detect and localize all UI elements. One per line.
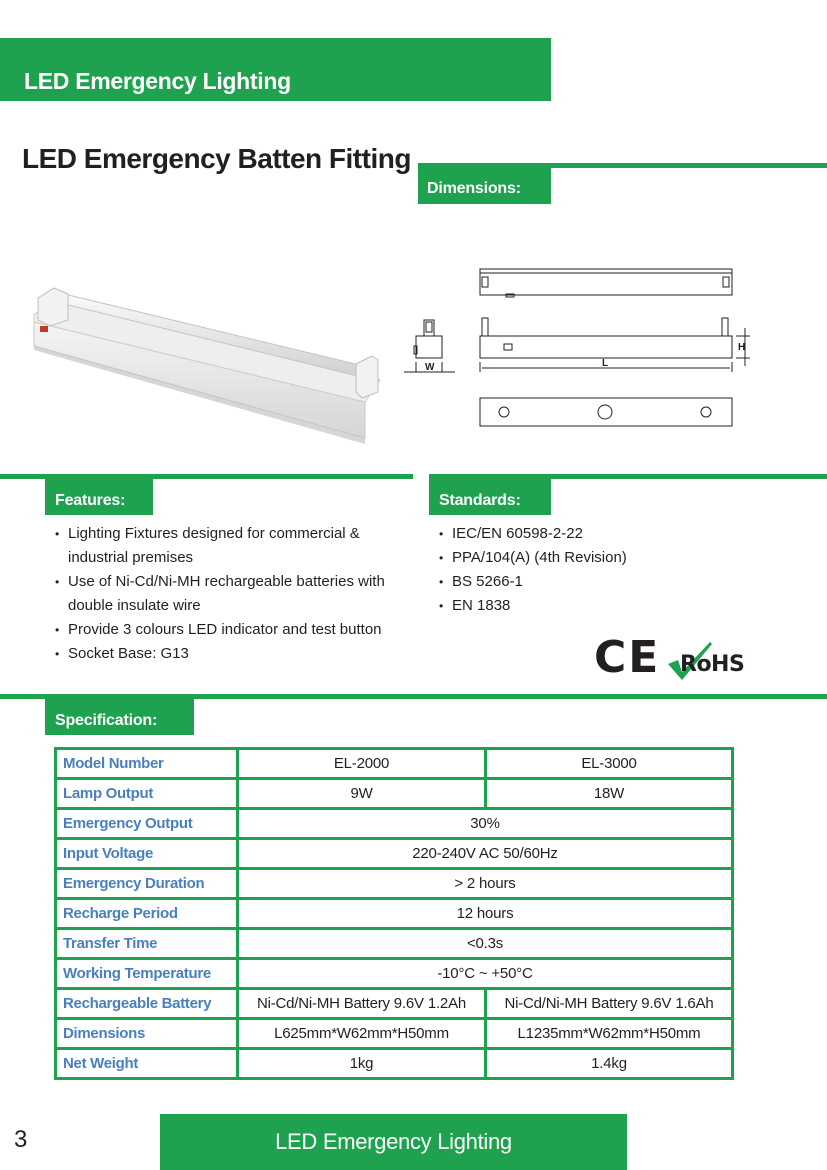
spec-value: 9W [238,779,486,809]
spec-label: Lamp Output [56,779,238,809]
spec-value: -10°C ~ +50°C [238,959,733,989]
table-row [56,989,733,1019]
page-number: 3 [14,1126,28,1153]
specification-table [54,747,734,1080]
rohs-logo [666,640,756,682]
top-banner-title: LED Emergency Lighting [24,68,291,94]
feature-item: • Use of Ni-Cd/Ni-MH rechargeable batteries with double insulate wire [55,570,415,618]
feature-item: • Provide 3 colours LED indicator and test button [55,618,415,642]
table-row [56,779,733,809]
table-row [56,929,733,959]
dimension-label-l: L [602,358,609,369]
footer-banner [160,1114,627,1170]
bottom-view [480,398,732,426]
spec-label: Model Number [56,749,238,779]
led-indicator [40,326,48,332]
table-row [56,959,733,989]
spec-value: 1kg [238,1049,486,1079]
table-row [56,809,733,839]
top-banner [0,38,551,101]
product-title: LED Emergency Batten Fitting [22,143,411,174]
dimension-label-h: H [738,342,746,353]
table-row [56,749,733,779]
features-list [55,522,415,666]
dimensions-heading: Dimensions: [418,166,551,204]
spec-value: 12 hours [238,899,733,929]
spec-value: Ni-Cd/Ni-MH Battery 9.6V 1.6Ah [486,989,733,1019]
spec-label: Working Temperature [56,959,238,989]
footer-banner-title: LED Emergency Lighting [275,1129,512,1154]
spec-label: Input Voltage [56,839,238,869]
ce-mark-logo: CE [594,632,661,683]
standards-list [439,522,739,618]
spec-value: Ni-Cd/Ni-MH Battery 9.6V 1.2Ah [238,989,486,1019]
standard-item: • PPA/104(A) (4th Revision) [439,546,739,570]
spec-label: Recharge Period [56,899,238,929]
table-row [56,1019,733,1049]
side-view [480,336,732,358]
dimension-drawing [400,262,760,437]
spec-label: Dimensions [56,1019,238,1049]
spec-value: 30% [238,809,733,839]
spec-value: L625mm*W62mm*H50mm [238,1019,486,1049]
spec-value: EL-2000 [238,749,486,779]
standard-item: • IEC/EN 60598-2-22 [439,522,739,546]
spec-label: Rechargeable Battery [56,989,238,1019]
table-row [56,899,733,929]
spec-value: > 2 hours [238,869,733,899]
spec-label: Net Weight [56,1049,238,1079]
product-image [20,280,390,450]
spec-label: Emergency Duration [56,869,238,899]
dimension-label-w: W [425,362,435,373]
spec-label: Emergency Output [56,809,238,839]
standards-heading: Standards: [429,477,551,515]
spec-value: <0.3s [238,929,733,959]
spec-value: L1235mm*W62mm*H50mm [486,1019,733,1049]
standard-item: • BS 5266-1 [439,570,739,594]
features-heading: Features: [45,477,153,515]
rohs-text: RoHS [680,652,745,677]
feature-item: • Socket Base: G13 [55,642,415,666]
spec-value: 1.4kg [486,1049,733,1079]
specification-heading: Specification: [45,697,194,735]
lamp-holder-left [38,288,68,326]
table-row [56,839,733,869]
feature-item: • Lighting Fixtures designed for commercial & industrial premises [55,522,415,570]
table-row [56,869,733,899]
spec-value: 220-240V AC 50/60Hz [238,839,733,869]
spec-value: EL-3000 [486,749,733,779]
standard-item: • EN 1838 [439,594,739,618]
lamp-holder-right [356,356,378,398]
end-view [416,336,442,358]
spec-label: Transfer Time [56,929,238,959]
spec-value: 18W [486,779,733,809]
table-row [56,1049,733,1079]
